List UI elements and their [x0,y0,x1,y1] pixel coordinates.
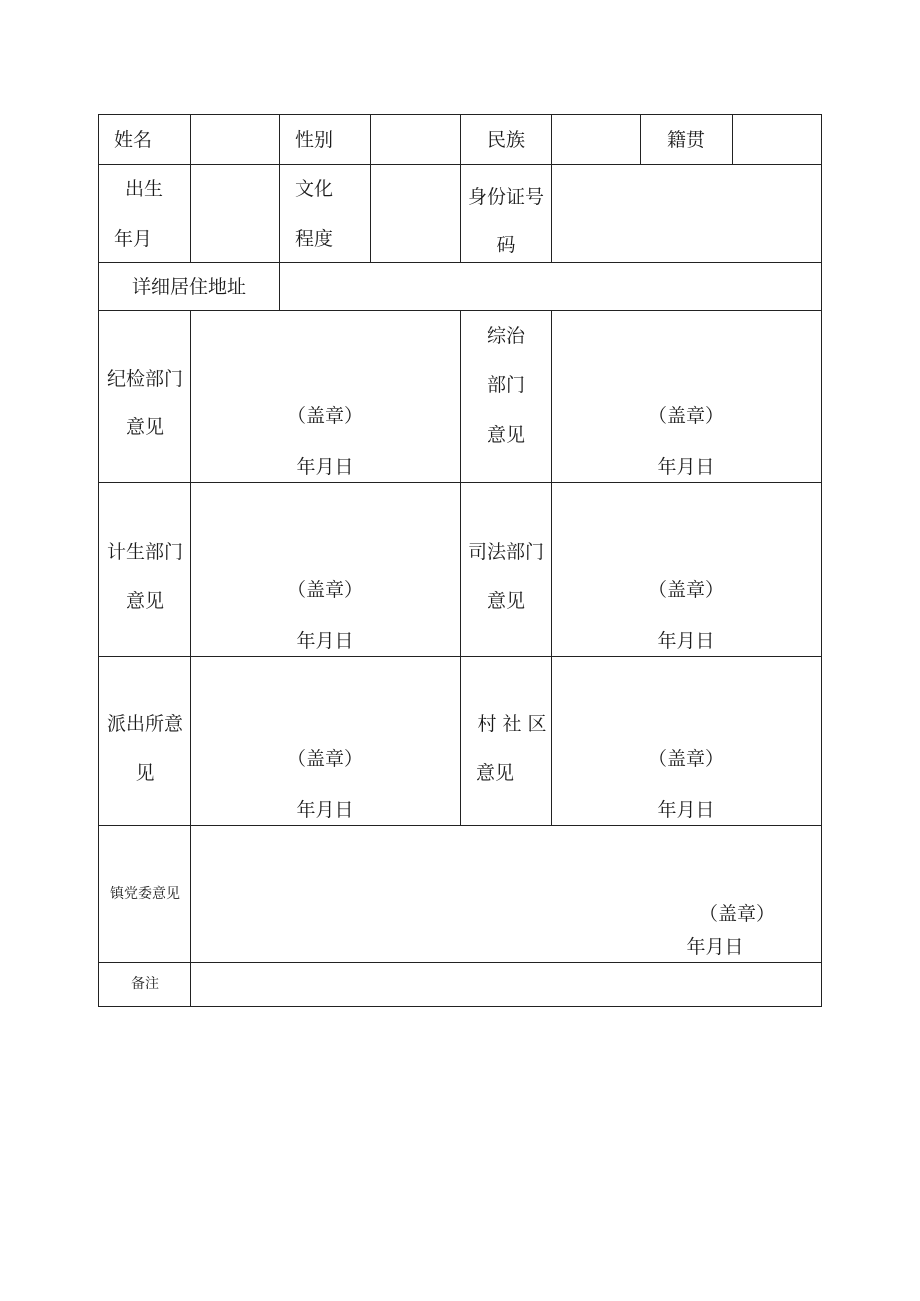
name-label: 姓名 [114,129,153,151]
discipline-label-line2: 意见 [125,416,165,438]
gender-label: 性别 [295,129,334,151]
rule [190,310,191,1007]
rule [551,114,552,263]
remarks-label: 备注 [131,976,159,992]
rule [640,114,641,165]
date-text: 年月日 [657,799,715,821]
date-text: 年月日 [657,630,715,652]
date-text: 年月日 [657,456,715,478]
date-text: 年月日 [686,936,744,958]
rule [98,114,99,1007]
rule [190,114,191,263]
village-label-line1: 村 社 区 [477,713,547,735]
police-label-line2: 见 [135,762,155,784]
police-label-line1: 派出所意 [106,713,184,735]
id-number-label-line2: 码 [496,234,516,256]
rule [460,310,461,826]
address-label: 详细居住地址 [131,276,247,298]
education-label-line2: 程度 [295,228,334,250]
stamp-text: （盖章） [698,903,776,925]
rule [821,114,822,1007]
birth-label-line2: 年月 [114,228,153,250]
comprehensive-label-line1: 综治 [486,325,526,347]
family-planning-label-line1: 计生部门 [106,541,184,563]
town-party-label: 镇党委意见 [110,886,180,902]
stamp-text: （盖章） [286,579,364,601]
family-planning-label-line2: 意见 [125,590,165,612]
date-text: 年月日 [296,456,354,478]
stamp-text: （盖章） [286,748,364,770]
rule [98,962,822,963]
village-label-line2: 意见 [476,762,515,784]
rule [460,114,461,263]
birth-label-line1: 出生 [125,178,164,200]
rule [279,114,280,311]
discipline-label-line1: 纪检部门 [106,368,184,390]
date-text: 年月日 [296,630,354,652]
rule [732,114,733,165]
rule [370,114,371,263]
stamp-text: （盖章） [647,405,725,427]
stamp-text: （盖章） [647,748,725,770]
comprehensive-label-line2: 部门 [486,374,526,396]
comprehensive-label-line3: 意见 [486,424,526,446]
ethnicity-label: 民族 [487,129,526,151]
judicial-label-line2: 意见 [486,590,526,612]
judicial-label-line1: 司法部门 [467,541,545,563]
rule [98,1006,822,1007]
rule [551,310,552,826]
stamp-text: （盖章） [286,405,364,427]
stamp-text: （盖章） [647,579,725,601]
education-label-line1: 文化 [295,178,334,200]
id-number-label-line1: 身份证号 [467,186,545,208]
native-place-label: 籍贯 [667,129,706,151]
date-text: 年月日 [296,799,354,821]
